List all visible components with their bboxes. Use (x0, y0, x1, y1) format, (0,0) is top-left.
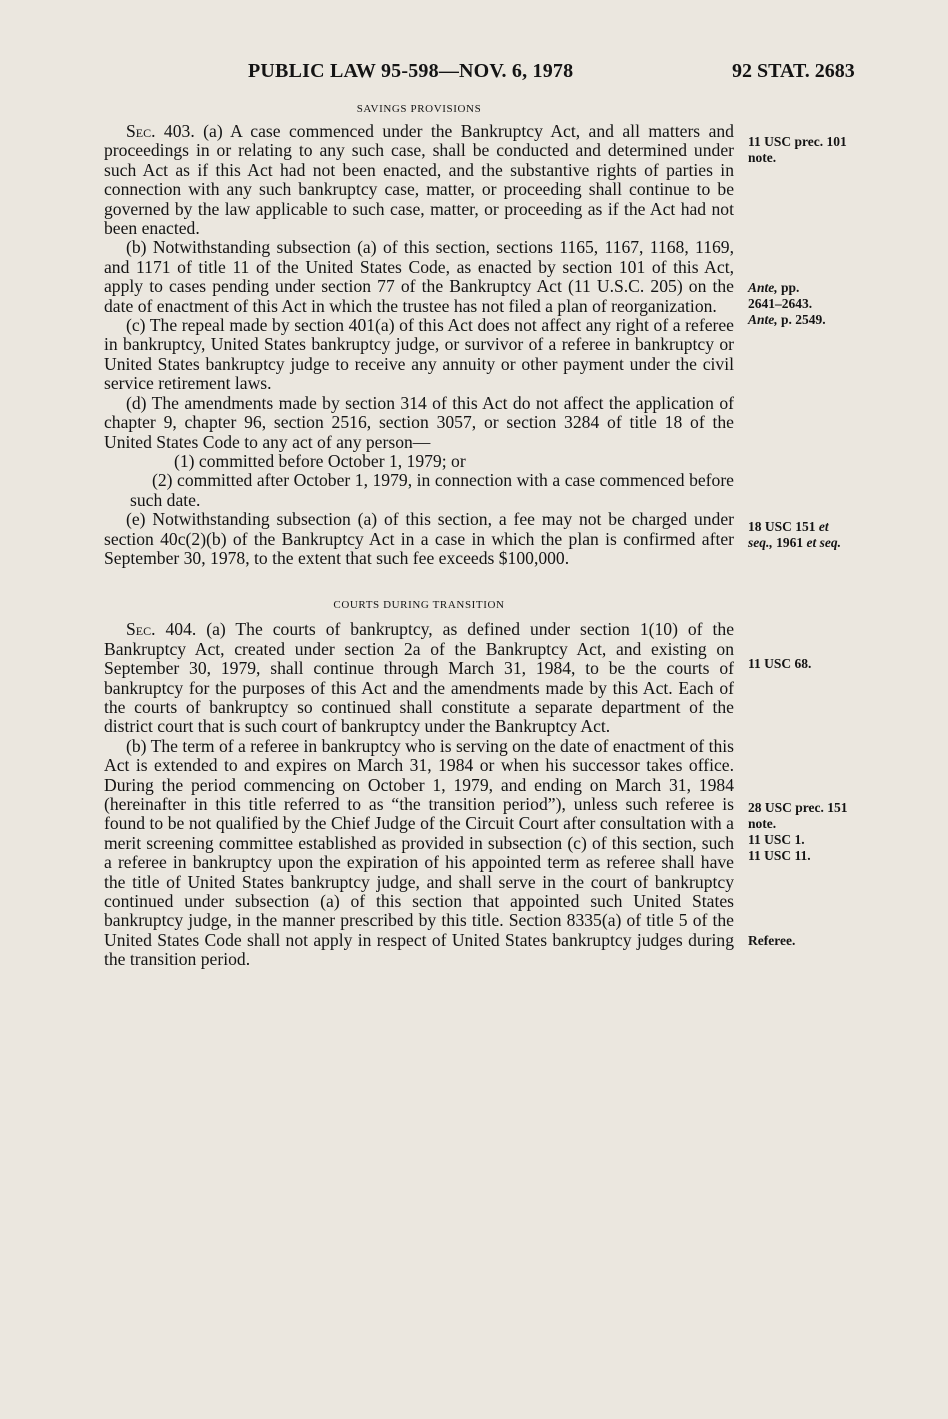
margin-note-referee: Referee. (748, 933, 796, 948)
statute-page-number: 92 STAT. 2683 (732, 60, 855, 82)
margin-note-18usc151: 18 USC 151 et seq., 1961 et seq. (748, 519, 841, 550)
sec403-c: (c) The repeal made by section 401(a) of this Act does not affect any right of a referee in bankruptcy, United States bankruptcy judge, or survivor of a referee in bankruptcy or United States bankruptcy judge to receive any annuity or other payment under the civil service retirement laws. (104, 315, 734, 394)
sec404-label: Sec. 404. (126, 619, 197, 640)
sec403-d2: (2) committed after October 1, 1979, in connection with a case commenced before such date. (130, 470, 734, 510)
margin-note-11usc68: 11 USC 68. (748, 656, 812, 671)
body-text (104, 102, 734, 970)
sec404-a (104, 620, 734, 736)
margin-note-28usc-prec151: 28 USC prec. 151 note. 11 USC 1. 11 USC 11. (748, 800, 848, 863)
page-header (0, 60, 948, 90)
sec403-b: (b) Notwithstanding subsection (a) of this section, sections 1165, 1167, 1168, 1169, and 1171 of title 11 of the United States Code, as enacted by section 101 of this Act, apply to cases pending under section 77 of the Bankruptcy Act (11 U.S.C. 205) on the date of enactment of this Act in which the trustee has not filed a plan of reorganization. (104, 237, 734, 316)
sec403-e: (e) Notwithstanding subsection (a) of this section, a fee may not be charged under section 40c(2)(b) of the Bankruptcy Act in a case in which the plan is confirmed after September 30, 1978, to the extent that such fee exceeds $100,000. (104, 509, 734, 568)
sec403-a (104, 122, 734, 238)
sec404-a-text: (a) The courts of bankruptcy, as defined under section 1(10) of the Bankruptcy Act, created under section 2a of the Bankruptcy Act, and existing on September 30, 1979, shall continue through March 31, 1984, to be the courts of bankruptcy for the purposes of this Act and the amendments made by this Act. Each of the courts of bankruptcy so continued shall constitute a separate department of the district court that is such court of bankruptcy under the Bankruptcy Act. (104, 619, 734, 737)
sec404-b: (b) The term of a referee in bankruptcy who is serving on the date of enactment of this Act is extended to and expires on March 31, 1984 or when his successor takes office. During the period commencing on October 1, 1979, and ending on March 31, 1984 (hereinafter in this title referred to as “the transition period”), unless such referee is found to be not qualified by the Chief Judge of the Circuit Court after consultation with a merit screening committee established as provided in subsection (c) of this section, such a referee in bankruptcy upon the expiration of his appointed term as referee shall have the title of United States bankruptcy judge, and shall serve in the court of bankruptcy continued under subsection (a) of this section that appointed such United States bankruptcy judge, in the manner prescribed by this title. Section 8335(a) of title 5 of the United States Code shall not apply in respect of United States bankruptcy judges during the transition period. (104, 735, 734, 970)
law-title: PUBLIC LAW 95-598—NOV. 6, 1978 (248, 60, 574, 82)
sec403-a-text: (a) A case commenced under the Bankruptcy Act, and all matters and proceedings in or relating to any such case, shall be conducted and determined under such Act as if this Act had not been enacted, and the substantive rights of parties in connection with any such bankruptcy case, matter, or proceeding shall continue to be governed by the law applicable to such case, matter, or proceeding as if the Act had not been enacted. (104, 121, 734, 239)
section-heading-courts: COURTS DURING TRANSITION (333, 599, 505, 612)
section-heading-savings: SAVINGS PROVISIONS (356, 103, 482, 115)
margin-note-ante: Ante, pp. 2641–2643. Ante, p. 2549. (748, 280, 826, 327)
margin-note-11usc-prec101: 11 USC prec. 101 note. (748, 134, 847, 165)
sec403-d: (d) The amendments made by section 314 of this Act do not affect the application of chapter 9, chapter 96, section 2516, section 3057, or section 3284 of title 18 of the United States Code to any act of any person— (104, 392, 734, 452)
sec403-label: Sec. 403. (126, 121, 195, 141)
sec403-d1: (1) committed before October 1, 1979; or (174, 450, 466, 471)
